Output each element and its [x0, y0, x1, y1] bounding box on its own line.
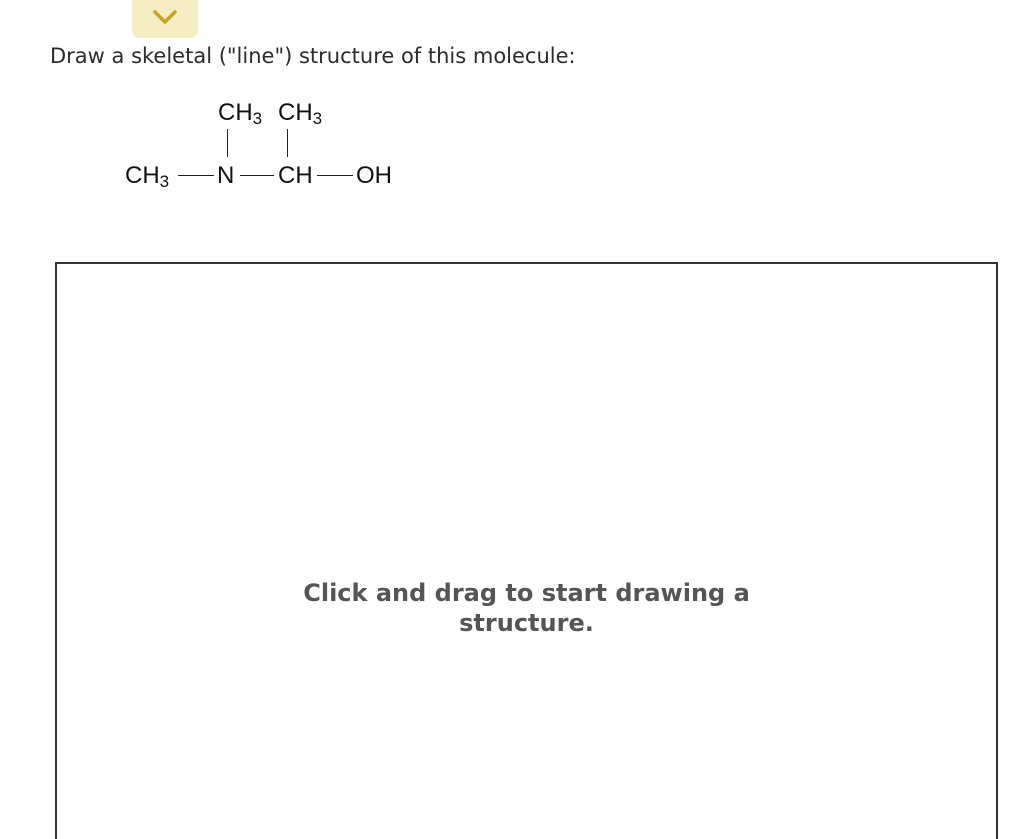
bond-ch-methyl: [287, 129, 288, 157]
bond-ch3-n: [178, 175, 214, 176]
bond-n-methyl: [227, 129, 228, 157]
question-prompt: Draw a skeletal ("line") structure of this molecule:: [50, 44, 576, 68]
canvas-hint: [57, 578, 996, 638]
hydroxyl-group: OH: [356, 162, 392, 189]
methyl-group-on-methine: $CH_3$: [278, 99, 323, 128]
bond-ch-oh: [317, 175, 353, 176]
canvas-hint-line-1: Click and drag to start drawing a: [303, 579, 750, 607]
nitrogen-atom: N: [217, 162, 235, 189]
drawing-canvas[interactable]: [55, 262, 998, 839]
chevron-down-icon: [152, 8, 178, 26]
methyl-group-on-nitrogen: $CH_3$: [218, 99, 263, 128]
collapse-toggle-button[interactable]: [132, 0, 198, 38]
canvas-hint-line-2: structure.: [459, 609, 594, 637]
methine-carbon: CH: [278, 162, 313, 189]
molecule-structure: [110, 92, 430, 202]
methyl-group-left: $CH_3$: [125, 162, 170, 191]
bond-n-ch: [240, 175, 274, 176]
